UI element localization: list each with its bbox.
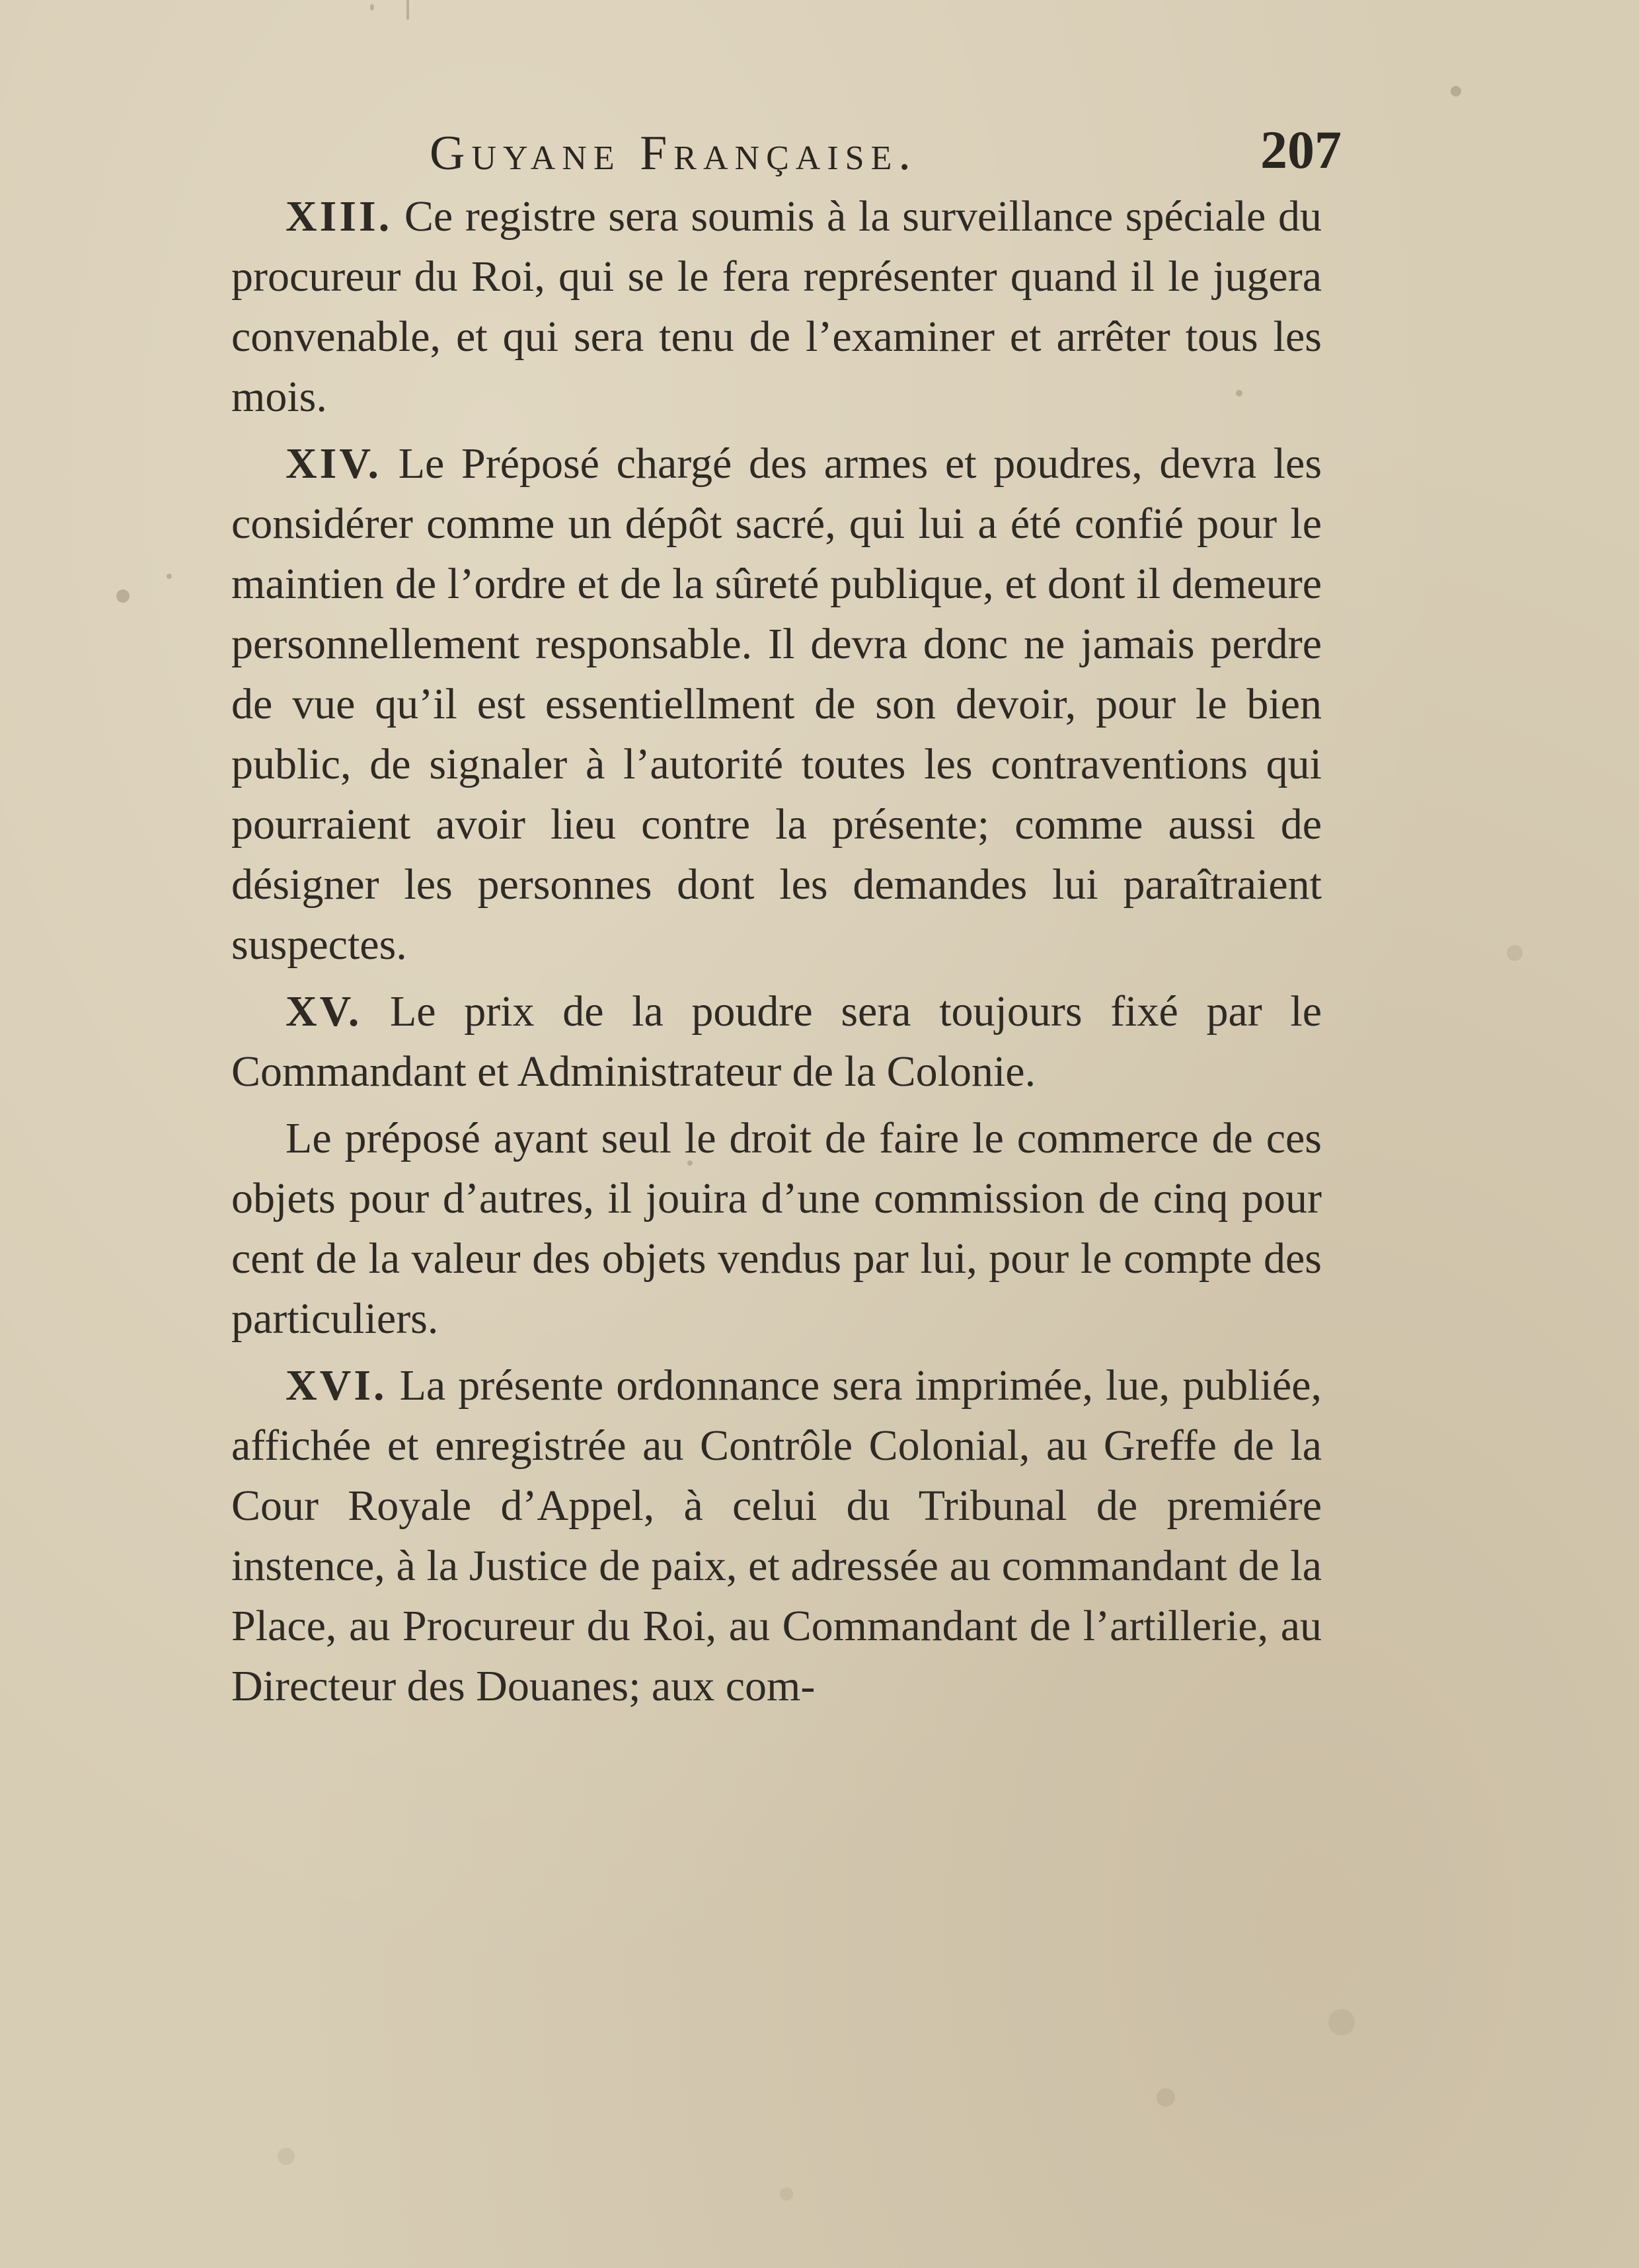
page-header [231, 112, 1342, 192]
article-text: Ce registre sera soumis à la surveillance spéciale du procureur du Roi, qui se le fera représenter quand il le jugera convenable, et qui sera tenu de l’examiner et arrêter tous les mois. [231, 192, 1322, 421]
article-number: XVI. [286, 1361, 387, 1410]
article-text: Le Préposé chargé des armes et poudres, devra les considérer comme un dépôt sacré, qui lui a été confié pour le maintien de l’ordre et de la sûreté publique, et dont il demeure personnellement responsable. Il devra donc ne jamais perdre de vue qu’il est essentiellment de son devoir, pour le bien public, de signaler à l’autorité toutes les contraventions qui pourraient avoir lieu contre la présente; comme aussi de désigner les personnes dont les demandes lui paraîtraient suspectes. [231, 439, 1322, 969]
article-text: Le préposé ayant seul le droit de faire le commerce de ces objets pour d’autres, il jouira d’une commission de cinq pour cent de la valeur des objets vendus par lui, pour le compte des particuliers. [231, 1114, 1322, 1343]
page-number: 207 [1260, 120, 1342, 180]
article-number: XIII. [286, 192, 393, 241]
article-text: La présente ordonnance sera imprimée, lue, publiée, affichée et enregistrée au Contrôle Colonial, au Greffe de la Cour Royale d’Appel, à celui du Tribunal de premiére instence, à la Justice de paix, et adressée au commandant de la Place, au Procureur du Roi, au Commandant de l’artillerie, au Directeur des Douanes; aux com- [231, 1361, 1322, 1710]
article-xiv [231, 434, 1322, 975]
article-number: XIV. [286, 439, 382, 488]
body-text [231, 186, 1322, 1716]
article-xv [231, 981, 1322, 1102]
article-xv-continued [231, 1108, 1322, 1349]
article-xvi [231, 1355, 1322, 1716]
running-title: Guyane Française. [430, 126, 917, 180]
article-text: Le prix de la poudre sera toujours fixé par le Commandant et Administrateur de la Colonie. [231, 987, 1322, 1096]
article-number: XV. [286, 987, 362, 1036]
article-xiii [231, 186, 1322, 427]
